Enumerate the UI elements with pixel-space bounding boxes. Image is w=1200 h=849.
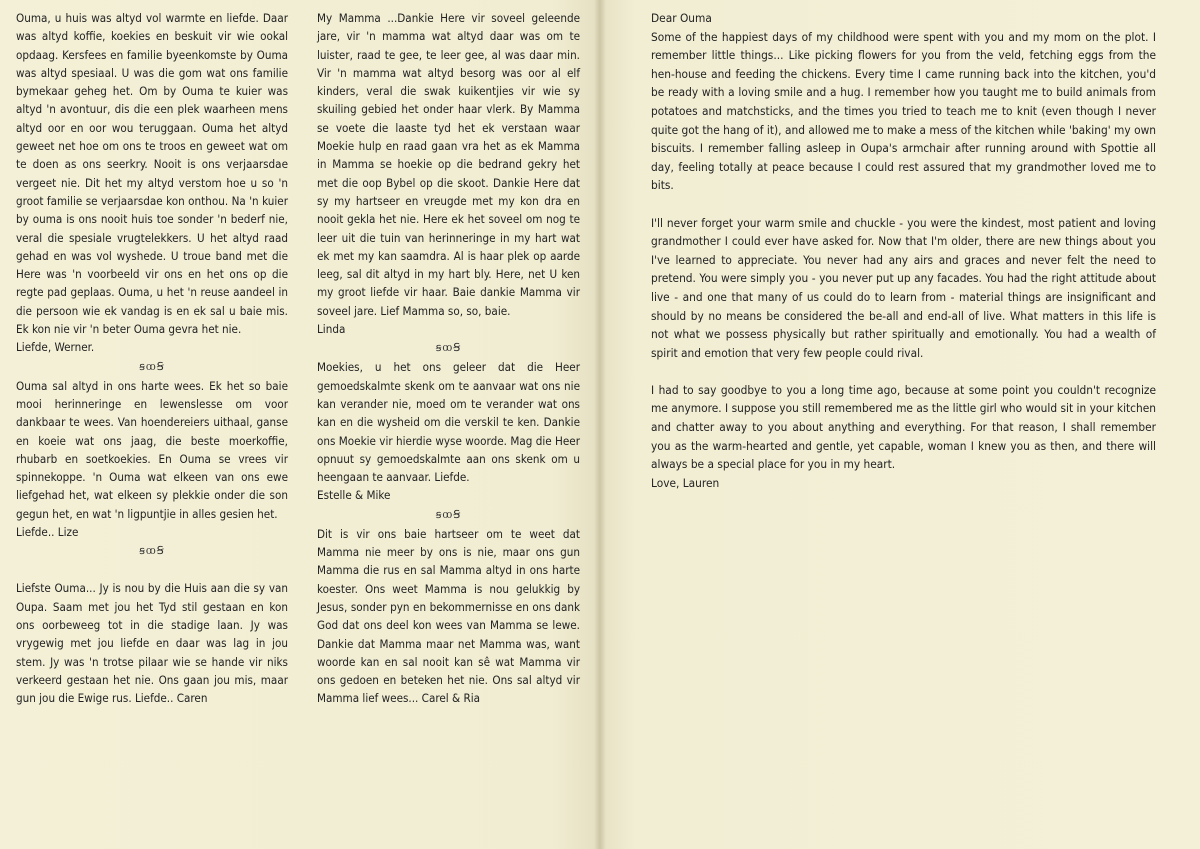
ornament-divider: ꞩꝏꞨ [139,544,165,558]
tribute-carel-ria: Dit is vir ons baie hartseer om te weet dat Mamma nie meer by ons is nie, maar ons gun Mamma die rus en sal Mamma altyd in ons harte koester. Ons weet Mamma is nou gelukkig by Jesus, sonder pyn en bekommernisse en ons dank God dat ons deel kon wees van Mamma se lewe. Dankie dat Mamma maar net Mamma was, want woorde kan en sal nooit kan sê wat Mamma vir ons gedoen en beteken het nie. Ons sal altyd vir Mamma lief wees... Carel & Ria [317,526,580,706]
tribute-caren: Liefste Ouma... Jy is nou by die Huis aan die sy van Oupa. Saam met jou het Tyd stil gestaan en kon ons oorbeweeg tot in die stadige laan. Jy was vrygewig met jou liefde en daar was lag in jou stem. Jy was 'n trotse pilaar wie se hande vir niks verkeerd gestaan het nie. Ons gaan jou mis, maar gun jou die Ewige rus. Liefde.. Caren [16,581,288,706]
letter-paragraph-3: I had to say goodbye to you a long time ago, because at some point you couldn't recognize me anymore. I suppose you still remembered me as the little girl who would sit in your kitchen and chatter away to you about anything and everything. For that reason, I shall remember you as the warm-hearted and gentle, yet capable, woman I knew you as then, and there will always be a special place for you in my heart. [651,382,1156,472]
tribute-werner: Ouma, u huis was altyd vol warmte en liefde. Daar was altyd koffie, koekies en beskuit vir wie ookal opdaag. Kersfees en familie byeenkomste by Ouma was altyd spesiaal. U was die gom wat ons familie bymekaar geheg het. Om by Ouma te kuier was altyd 'n avontuur, dis die een plek waarheen mens altyd oor en oor wou teruggaan. Ouma het altyd geweet net hoe om ons te troos en geweet wat om te doen as ons seerkry. Nooit is ons verjaarsdae vergeet nie. Dit het my altyd verstom hoe u so 'n groot familie se verjaarsdae kon onthou. Na 'n kuier by ouma is ons nooit huis toe sonder 'n bederf nie, veral die spesiale vrugtelekkers. U het altyd raad gehad en was vol wyshede. U troue band met die Here was 'n voorbeeld vir ons en het ons op die regte pad geplaas. Ouma, u het 'n reuse aandeel in die persoon wie ek vandag is en ek sal u baie mis. Ek kon nie vir 'n beter Ouma gevra het nie. Liefde, Werner. [16,11,288,355]
left-column [16,9,288,707]
letter-paragraph-2: I'll never forget your warm smile and chuckle - you were the kindest, most patient and loving grandmother I could ever have asked for. Now that I'm older, there are new things about you I've learned to appreciate. You never had any airs and graces and never felt the need to pretend. You were simply you - you never put up any facades. You had the right attitude about live - and one that many of us could do to learn from - material things are insignificant and should by no means be considered the be-all and end-all of live. What matters in this life is not what we possess physically but rather spiritually and emotionally. You had a wealth of spirit and emotion that very few people could rival. [651,215,1156,360]
letter-salutation: Dear Ouma [651,11,712,25]
middle-column [317,9,580,708]
letter-paragraph-1: Some of the happiest days of my childhood were spent with you and my mom on the plot. I remember little things... Like picking flowers for you from the veld, fetching eggs from the hen-house and feeding the chickens. Every time I came running back into the kitchen, you'd be ready with a loving smile and a hug. I remember how you taught me to build animals from potatoes and matchsticks, and the times you tried to teach me to knit (even though I never quite got the hang of it), and allowed me to make a mess of the kitchen while 'baking' my own biscuits. I remember falling asleep in Oupa's armchair after running around with Spottie all day, feeling totally at peace because I could rest assured that my grandmother loved me to bits. [651,29,1156,193]
tribute-lize: Ouma sal altyd in ons harte wees. Ek het so baie mooi herinneringe en lewenslesse om voor dankbaar te wees. Van hoendereiers uithaal, ganse en koeie wat ons jaag, die beste moerkoffie, rhubarb en soetkoekies. En Ouma se vrees vir spinnekoppe. 'n Ouma wat elkeen van ons ewe liefgehad het, wat elkeen sy plekkie onder die son gegun het, en wat 'n ligpuntjie in alles gesien het. Liefde.. Lize [16,378,288,540]
letter-column [651,9,1156,492]
tribute-linda: My Mamma ...Dankie Here vir soveel geleende jare, vir 'n mamma wat altyd daar was om te luister, raad te gee, te leer gee, al was daar min. Vir 'n mamma wat altyd besorg was oor al elf kinders, veral die swak kuikentjies vir wie sy skuiling gebied het onder haar vlerk. By Mamma se voete die laaste tyd het ek verstaan waar Moekie hulp en raad gaan vra het as ek Mamma in Mamma se hoekie op die bedrand gekry het met die oop Bybel op die skoot. Dankie Here dat sy my hartseer en vreugde met my kon dra en nooit gekla het nie. Here ek het soveel om nog te leer uit die tuin van herinneringe in my hart wat ek met my kan saamdra. Al is haar plek op aarde leeg, sal dit altyd in my hart bly. Here, net U ken my groot liefde vir haar. Baie dankie Mamma vir soveel jare. Lief Mamma so, so, baie. Linda [317,11,580,337]
ornament-divider: ꞩꝏꞨ [435,341,462,355]
right-page [600,0,1200,849]
tribute-estelle-mike: Moekies, u het ons geleer dat die Heer gemoedskalmte skenk om te aanvaar wat ons nie kan verander nie, moed om te verander wat ons kan en die wysheid om die verskil te ken. Dankie ons Moekie vir hierdie wyse woorde. Mag die Heer opnuut sy gemoedskalmte aan ons skenk om u heengaan te aanvaar. Liefde. Estelle & Mike [317,360,580,503]
ornament-divider: ꞩꝏꞨ [139,359,165,373]
page-fold [594,0,606,849]
ornament-divider: ꞩꝏꞨ [435,507,462,521]
letter-signoff: Love, Lauren [651,475,720,490]
